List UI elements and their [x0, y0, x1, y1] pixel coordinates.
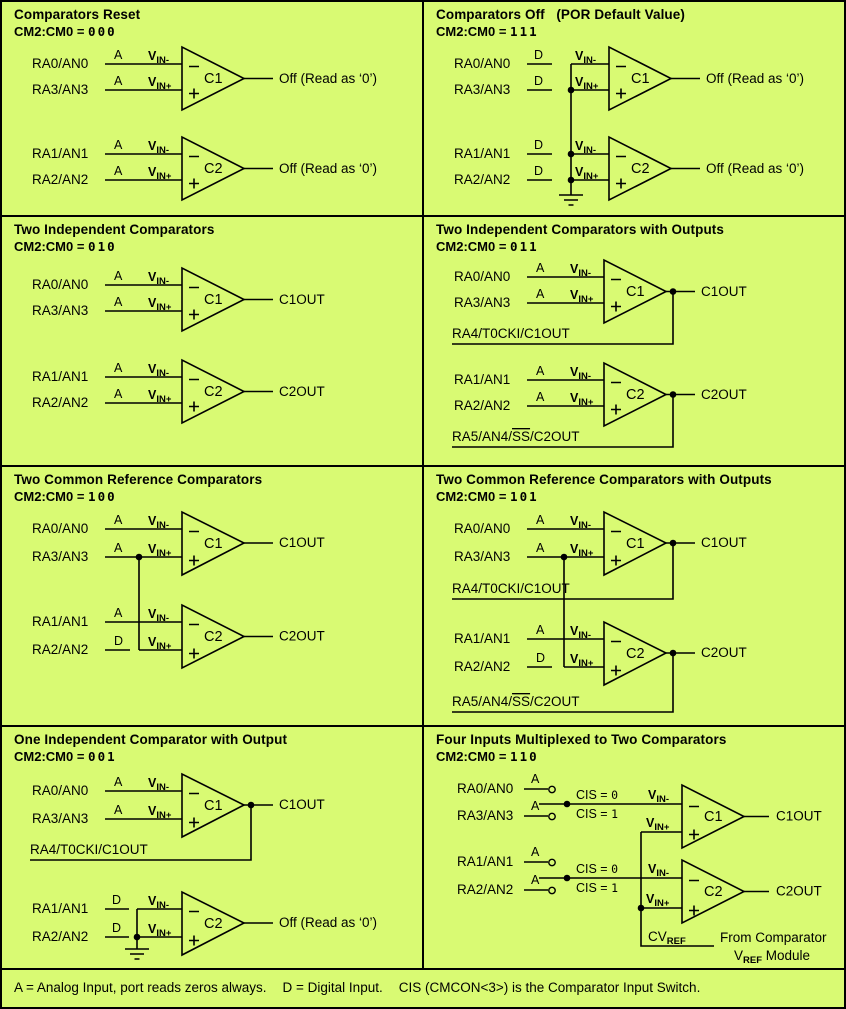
panel-mode: CM2:CM0 = 010 [14, 239, 117, 254]
junction-dot [670, 540, 677, 547]
vin-minus-label: $V_{IN-}$ [570, 624, 592, 641]
panel-title: Two Independent Comparators with Outputs [436, 222, 724, 237]
ground-symbol [125, 949, 149, 959]
cis-switch-label: CIS = 0 [576, 788, 619, 802]
pin-label: RA2/AN2 [32, 395, 89, 410]
comparator-c2 [32, 892, 377, 959]
input-type-label: A [536, 513, 545, 527]
output-label: Off (Read as ‘0’) [279, 161, 378, 176]
input-type-label: D [534, 164, 544, 178]
open-contact-icon [549, 813, 555, 819]
vin-plus-label: $V_{IN+}$ [570, 391, 594, 408]
wire-path [105, 154, 273, 189]
circuit-diagram [424, 727, 844, 968]
pin-label: RA1/AN1 [32, 369, 89, 384]
pin-label: RA0/AN0 [32, 56, 89, 71]
open-contact-icon [549, 859, 555, 865]
feedback-pin-label: RA4/T0CKI/C1OUT [452, 581, 570, 596]
cis-switch-label: CIS = 0 [576, 862, 619, 876]
vin-plus-label: $V_{IN+}$ [148, 542, 172, 559]
feedback-pin-label: RA5/AN4/SS/C2OUT [452, 694, 580, 709]
junction-dot [564, 875, 571, 882]
wire-path [527, 64, 700, 99]
panel-common-reference-outputs [424, 467, 844, 727]
panel-title: Comparators Off (POR Default Value) [436, 7, 685, 22]
wire-path [527, 529, 695, 566]
input-type-label: A [114, 387, 123, 401]
comparator-name: C1 [626, 284, 645, 300]
pin-label: RA1/AN1 [32, 614, 89, 629]
open-contact-icon [549, 887, 555, 893]
panel-two-independent-outputs [424, 217, 844, 467]
vin-minus-label: $V_{IN-}$ [148, 607, 170, 624]
comparator-name: C1 [204, 798, 223, 814]
vin-plus-label: $V_{IN+}$ [148, 165, 172, 182]
input-type-label: A [531, 799, 540, 813]
comparator-name: C1 [204, 292, 223, 308]
comparator-name: C2 [204, 916, 223, 932]
input-type-label: A [114, 164, 123, 178]
comparator-c1 [452, 260, 747, 344]
pin-label: RA2/AN2 [454, 172, 511, 187]
comparator-c2 [32, 605, 325, 668]
comparator-c2 [454, 137, 804, 200]
vin-plus-label: $V_{IN+}$ [148, 388, 172, 405]
output-label: Off (Read as ‘0’) [706, 161, 805, 176]
circuit-diagram [2, 217, 422, 465]
input-type-label: A [114, 74, 123, 88]
wire-path [105, 909, 273, 946]
vin-minus-label: $V_{IN-}$ [575, 139, 597, 156]
input-type-label: A [536, 623, 545, 637]
wire-path [527, 154, 700, 189]
pin-label: RA1/AN1 [454, 372, 511, 387]
cis-switch-label: CIS = 1 [576, 881, 619, 895]
feedback-pin-label: RA4/T0CKI/C1OUT [452, 326, 570, 341]
pin-label: RA3/AN3 [454, 549, 511, 564]
junction-dot [670, 650, 677, 657]
junction-dot [638, 905, 645, 912]
pin-label: RA0/AN0 [454, 56, 511, 71]
vin-plus-label: $V_{IN+}$ [148, 75, 172, 92]
vin-plus-label: $V_{IN+}$ [575, 75, 599, 92]
vin-plus-label: $V_{IN+}$ [570, 652, 594, 669]
wire-path [105, 622, 273, 659]
pin-label: RA0/AN0 [457, 781, 514, 796]
cvref-source [648, 929, 827, 966]
panel-title: Two Common Reference Comparators [14, 472, 263, 487]
comparator-name: C1 [626, 536, 645, 552]
wire-path [524, 862, 769, 916]
vin-minus-label: $V_{IN-}$ [148, 776, 170, 793]
input-type-label: A [114, 803, 123, 817]
panel-title: Four Inputs Multiplexed to Two Comparators [436, 732, 727, 747]
vin-minus-label: $V_{IN-}$ [148, 362, 170, 379]
input-type-label: D [534, 138, 544, 152]
panel-two-independent [2, 217, 424, 467]
footer-note-analog: A = Analog Input, port reads zeros always. [14, 980, 267, 995]
footer-note-cis: CIS (CMCON<3>) is the Comparator Input Switch. [398, 980, 701, 995]
vin-minus-label: $V_{IN-}$ [148, 49, 170, 66]
circuit-diagram [424, 467, 844, 725]
vin-plus-label: $V_{IN+}$ [148, 804, 172, 821]
pin-label: RA1/AN1 [454, 146, 511, 161]
vin-minus-label: $V_{IN-}$ [148, 894, 170, 911]
vin-plus-label: $V_{IN+}$ [148, 922, 172, 939]
pin-label: RA1/AN1 [32, 901, 89, 916]
pin-label: RA1/AN1 [32, 146, 89, 161]
comparator-c2 [32, 360, 325, 423]
feedback-pin-label: RA4/T0CKI/C1OUT [30, 842, 148, 857]
pin-label: RA3/AN3 [457, 808, 514, 823]
wire-path [527, 639, 695, 676]
vin-minus-label: $V_{IN-}$ [648, 788, 670, 805]
input-type-label: A [531, 772, 540, 786]
pin-label: RA3/AN3 [32, 549, 89, 564]
junction-dot [134, 934, 141, 941]
panel-title: Two Independent Comparators [14, 222, 215, 237]
output-label: C1OUT [279, 535, 325, 550]
footer-note-digital: D = Digital Input. [282, 980, 383, 995]
input-type-label: A [114, 48, 123, 62]
wire-path [524, 789, 769, 840]
pin-label: RA1/AN1 [454, 631, 511, 646]
panel-four-inputs-multiplexed [424, 727, 844, 970]
comparator-c2 [452, 363, 747, 447]
ground-symbol [559, 195, 583, 205]
input-type-label: A [536, 261, 545, 275]
comparator-name: C2 [631, 161, 650, 177]
input-type-label: D [112, 921, 122, 935]
panel-mode: CM2:CM0 = 111 [436, 24, 539, 39]
vin-minus-label: $V_{IN-}$ [148, 270, 170, 287]
input-type-label: A [531, 873, 540, 887]
vin-minus-label: $V_{IN-}$ [570, 514, 592, 531]
comparator-name: C2 [204, 629, 223, 645]
wire-path [105, 791, 273, 828]
input-type-label: D [536, 651, 546, 665]
vin-plus-label: $V_{IN+}$ [575, 165, 599, 182]
input-type-label: A [536, 287, 545, 301]
pin-label: RA1/AN1 [457, 854, 514, 869]
panel-comparators-off [424, 2, 844, 217]
comparator-c1 [454, 47, 804, 110]
pin-label: RA0/AN0 [32, 783, 89, 798]
vin-plus-label: $V_{IN+}$ [570, 542, 594, 559]
comparator-c1 [457, 772, 822, 848]
circuit-diagram [424, 217, 844, 465]
comparator-name: C2 [626, 387, 645, 403]
panel-title: Comparators Reset [14, 7, 141, 22]
wire-path [527, 277, 695, 312]
pin-label: RA2/AN2 [454, 659, 511, 674]
comparator-c1 [32, 268, 325, 331]
comparator-c1 [30, 774, 325, 860]
footer-note [2, 970, 844, 1005]
junction-dot [564, 801, 571, 808]
pin-label: RA2/AN2 [32, 642, 89, 657]
pin-label: RA0/AN0 [32, 521, 89, 536]
pin-label: RA3/AN3 [454, 295, 511, 310]
vin-minus-label: $V_{IN-}$ [575, 49, 597, 66]
vin-plus-label: $V_{IN+}$ [646, 892, 670, 909]
output-label: C1OUT [776, 808, 822, 824]
vin-plus-label: $V_{IN+}$ [148, 296, 172, 313]
output-label: C2OUT [776, 883, 822, 899]
pin-label: RA2/AN2 [454, 398, 511, 413]
input-type-label: A [536, 390, 545, 404]
comparator-name: C2 [204, 161, 223, 177]
comparator-c1 [32, 47, 377, 110]
output-label: C2OUT [701, 387, 747, 402]
output-label: Off (Read as ‘0’) [706, 71, 805, 86]
output-label: C2OUT [279, 628, 325, 644]
cis-switch-label: CIS = 1 [576, 807, 619, 821]
comparator-c1 [32, 512, 325, 575]
panel-mode: CM2:CM0 = 100 [14, 489, 117, 504]
input-type-label: A [536, 541, 545, 555]
output-label: C1OUT [279, 292, 325, 307]
input-type-label: A [114, 269, 123, 283]
input-type-label: D [534, 48, 544, 62]
comparator-c1 [452, 512, 747, 599]
vref-module-label-line2: $V_{REF}$ Module [734, 948, 811, 966]
input-type-label: D [534, 74, 544, 88]
vin-minus-label: $V_{IN-}$ [148, 514, 170, 531]
panel-title: Two Common Reference Comparators with Outputs [436, 472, 772, 487]
input-type-label: A [114, 775, 123, 789]
output-label: Off (Read as ‘0’) [279, 915, 378, 930]
comparator-c2 [32, 137, 377, 200]
vin-plus-label: $V_{IN+}$ [570, 288, 594, 305]
comparator-name: C1 [204, 536, 223, 552]
circuit-diagram [2, 467, 422, 725]
circuit-diagram [424, 2, 844, 215]
panel-mode: CM2:CM0 = 110 [436, 749, 539, 764]
pin-label: RA2/AN2 [32, 172, 89, 187]
output-label: C2OUT [701, 645, 747, 660]
vin-minus-label: $V_{IN-}$ [570, 262, 592, 279]
output-label: C2OUT [279, 384, 325, 399]
open-contact-icon [549, 786, 555, 792]
pin-label: RA2/AN2 [457, 882, 514, 897]
panel-mode: CM2:CM0 = 001 [14, 749, 117, 764]
vref-module-label-line1: From Comparator [720, 930, 827, 945]
pin-label: RA3/AN3 [32, 82, 89, 97]
wire-path [105, 285, 273, 320]
panel-comparators-reset [2, 2, 424, 217]
junction-dot [670, 288, 677, 295]
wire-path [527, 380, 695, 415]
vin-minus-label: $V_{IN-}$ [570, 365, 592, 382]
output-label: C1OUT [701, 535, 747, 550]
circuit-diagram [2, 2, 422, 215]
wire-path [105, 377, 273, 412]
panel-mode: CM2:CM0 = 000 [14, 24, 117, 39]
pin-label: RA3/AN3 [32, 811, 89, 826]
pin-label: RA3/AN3 [454, 82, 511, 97]
wire-path [105, 529, 273, 566]
input-type-label: A [114, 541, 123, 555]
panel-one-independent-output [2, 727, 424, 970]
comparator-name: C2 [626, 646, 645, 662]
wire-path [105, 64, 273, 99]
vin-plus-label: $V_{IN+}$ [148, 635, 172, 652]
junction-dot [248, 802, 255, 809]
comparator-c2 [457, 845, 822, 923]
vin-plus-label: $V_{IN+}$ [646, 816, 670, 833]
feedback-pin-label: RA5/AN4/SS/C2OUT [452, 429, 580, 444]
junction-dot [670, 391, 677, 398]
cvref-label: $CV_{REF}$ [648, 929, 686, 947]
panel-common-reference [2, 467, 424, 727]
input-type-label: A [114, 138, 123, 152]
pin-label: RA0/AN0 [454, 269, 511, 284]
input-type-label: A [114, 606, 123, 620]
panel-mode: CM2:CM0 = 101 [436, 489, 539, 504]
panel-mode: CM2:CM0 = 011 [436, 239, 539, 254]
comparator-name: C1 [204, 71, 223, 87]
input-type-label: A [114, 295, 123, 309]
input-type-label: A [531, 845, 540, 859]
vin-minus-label: $V_{IN-}$ [648, 862, 670, 879]
comparator-name: C1 [631, 71, 650, 87]
input-type-label: D [112, 893, 122, 907]
pin-label: RA0/AN0 [454, 521, 511, 536]
output-label: C1OUT [279, 797, 325, 812]
circuit-diagram [2, 727, 422, 968]
comparator-name: C1 [704, 809, 723, 825]
output-label: C1OUT [701, 284, 747, 299]
vin-minus-label: $V_{IN-}$ [148, 139, 170, 156]
input-type-label: A [536, 364, 545, 378]
pin-label: RA0/AN0 [32, 277, 89, 292]
comparator-c2 [452, 622, 747, 712]
input-type-label: D [114, 634, 124, 648]
output-label: Off (Read as ‘0’) [279, 71, 378, 86]
input-type-label: A [114, 513, 123, 527]
input-type-label: A [114, 361, 123, 375]
comparator-name: C2 [204, 384, 223, 400]
panel-title: One Independent Comparator with Output [14, 732, 288, 747]
comparator-name: C2 [704, 884, 723, 900]
pin-label: RA3/AN3 [32, 303, 89, 318]
pin-label: RA2/AN2 [32, 929, 89, 944]
